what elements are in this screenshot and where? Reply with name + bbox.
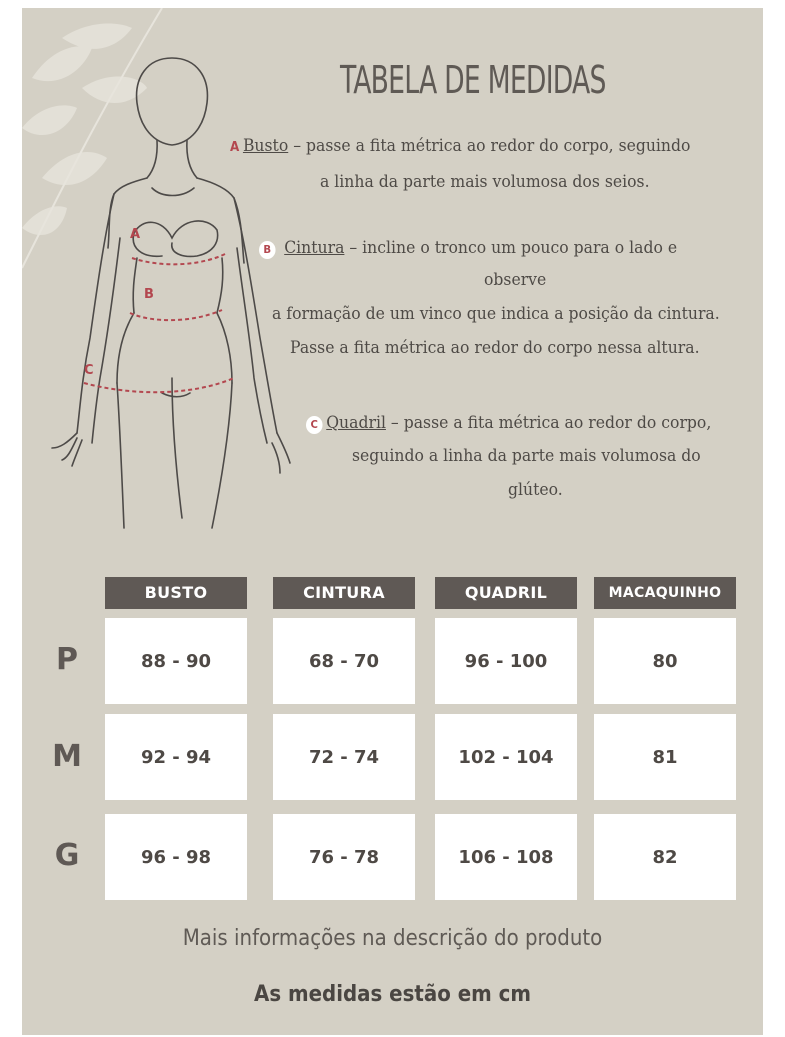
- quadril-text-3: glúteo.: [508, 480, 563, 500]
- busto-text-1: – passe a fita métrica ao redor do corpo, seguindo: [288, 136, 691, 156]
- busto-instruction-line1: [230, 129, 690, 165]
- quadril-text-1: – passe a fita métrica ao redor do corpo,: [385, 413, 712, 433]
- table-cell: 96 - 100: [435, 618, 577, 704]
- table-cell: 80: [594, 618, 736, 704]
- more-info-note: Mais informações na descrição do produto: [182, 926, 603, 951]
- figure-label-a: A: [130, 227, 141, 242]
- cintura-term: Cintura: [284, 238, 345, 258]
- cintura-text-4: Passe a fita métrica ao redor do corpo nessa altura.: [290, 338, 700, 358]
- cintura-instruction-line1: [259, 231, 677, 265]
- cintura-letter: B: [259, 241, 276, 259]
- size-label-m: M: [52, 739, 82, 774]
- header-busto: BUSTO: [105, 577, 247, 609]
- units-note: As medidas estão em cm: [254, 982, 531, 1007]
- header-quadril: QUADRIL: [435, 577, 577, 609]
- cintura-text-1: – incline o tronco um pouco para o lado e: [344, 238, 678, 258]
- table-cell: 106 - 108: [435, 814, 577, 900]
- busto-text-2: a linha da parte mais volumosa dos seios.: [320, 172, 650, 192]
- table-cell: 68 - 70: [273, 618, 415, 704]
- header-macaquinho: MACAQUINHO: [594, 577, 736, 609]
- busto-term: Busto: [242, 136, 289, 156]
- quadril-text-2: seguindo a linha da parte mais volumosa do: [352, 446, 701, 466]
- table-cell: 88 - 90: [105, 618, 247, 704]
- quadril-instruction-line1: [306, 406, 711, 440]
- figure-label-b: B: [144, 287, 154, 302]
- size-chart-card: [22, 8, 763, 1035]
- table-cell: 102 - 104: [435, 714, 577, 800]
- busto-letter: A: [230, 140, 240, 155]
- table-cell: 72 - 74: [273, 714, 415, 800]
- table-cell: 92 - 94: [105, 714, 247, 800]
- size-label-p: P: [56, 642, 78, 677]
- quadril-letter: C: [306, 416, 323, 434]
- table-cell: 76 - 78: [273, 814, 415, 900]
- quadril-term: Quadril: [326, 413, 386, 433]
- cintura-text-2: observe: [484, 270, 547, 290]
- header-cintura: CINTURA: [273, 577, 415, 609]
- table-cell: 81: [594, 714, 736, 800]
- table-cell: 96 - 98: [105, 814, 247, 900]
- figure-label-c: C: [84, 363, 94, 378]
- cintura-text-3: a formação de um vinco que indica a posição da cintura.: [272, 304, 720, 324]
- size-label-g: G: [54, 838, 80, 873]
- table-cell: 82: [594, 814, 736, 900]
- page-title: TABELA DE MEDIDAS: [340, 58, 606, 102]
